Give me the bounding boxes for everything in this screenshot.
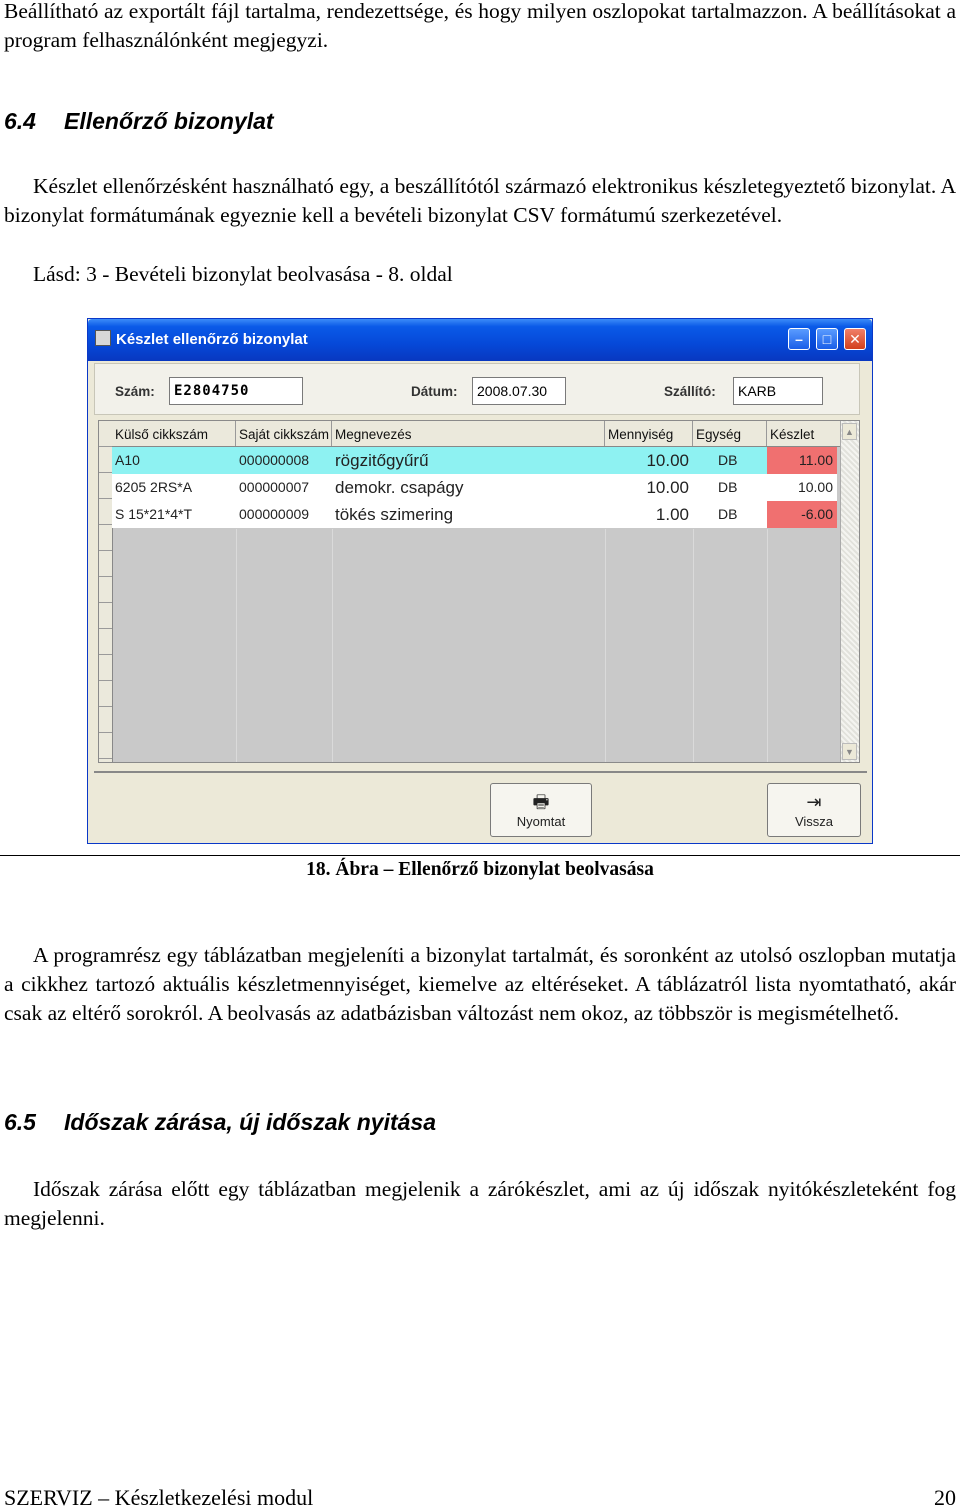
- exit-door-icon: ⇥: [806, 792, 822, 812]
- cell-stock-diff: -6.00: [767, 501, 837, 528]
- cell-own-code: 000000008: [236, 447, 332, 474]
- vertical-scrollbar[interactable]: [840, 421, 859, 762]
- maximize-icon[interactable]: □: [816, 328, 838, 350]
- section-heading-6-5: [4, 1109, 436, 1136]
- col-name[interactable]: Megnevezés: [332, 421, 605, 446]
- section-number: 6.4: [4, 108, 36, 134]
- section-paragraph: Készlet ellenőrzésként használható egy, a beszállítótól származó elektronikus készletegyeztető bizonylat. A bizonylat formátumának egyeznie kell a bevételi bizonylat CSV formátumú szerkezetével.: [4, 174, 956, 227]
- printer-icon: 🖶: [532, 792, 550, 812]
- closing-paragraph: Időszak zárása előtt egy táblázatban megjelenik a zárókészlet, ami az új időszak nyitókészleteként fog megjelenni.: [4, 1177, 956, 1230]
- title-bar[interactable]: [88, 319, 872, 361]
- supplier-label: Szállító:: [664, 384, 716, 399]
- app-icon: [95, 330, 111, 346]
- scroll-down-icon[interactable]: ▼: [842, 743, 857, 760]
- cell-quantity: 10.00: [605, 474, 693, 501]
- table-row[interactable]: [112, 447, 842, 474]
- cell-external-code: A10: [112, 447, 236, 474]
- back-label: Vissza: [794, 814, 834, 829]
- items-table[interactable]: [98, 420, 860, 763]
- col-unit[interactable]: Egység: [693, 421, 767, 446]
- reference-line: Lásd: 3 - Bevételi bizonylat beolvasása - 8. oldal: [33, 262, 453, 286]
- section-heading-6-4: [4, 108, 274, 135]
- col-stock[interactable]: Készlet: [767, 421, 842, 446]
- cell-quantity: 1.00: [605, 501, 693, 528]
- intro-paragraph: Beállítható az exportált fájl tartalma, rendezettsége, és hogy milyen oszlopokat tartalmazzon. A beállításokat a program felhasználónként megjegyzi.: [4, 0, 956, 52]
- cell-own-code: 000000007: [236, 474, 332, 501]
- cell-external-code: 6205 2RS*A: [112, 474, 236, 501]
- description-paragraph: A programrész egy táblázatban megjeleníti a bizonylat tartalmát, és soronként az utolsó oszlopban mutatja a cikkhez tartozó aktuális készletmennyiséget, kiemelve az eltéréseket. A táblázatról lista nyomtatható, akár csak az eltérő sorokról. A beolvasás az adatbázisban változást nem okoz, az többször is megismételhető.: [4, 943, 956, 1025]
- col-quantity[interactable]: Mennyiség: [605, 421, 693, 446]
- print-button[interactable]: [490, 783, 592, 837]
- cell-unit: DB: [693, 501, 767, 528]
- supplier-field[interactable]: KARB: [733, 377, 823, 405]
- grid-line: [236, 529, 237, 762]
- date-field[interactable]: 2008.07.30: [472, 377, 566, 405]
- back-button[interactable]: [767, 783, 861, 837]
- cell-external-code: S 15*21*4*T: [112, 501, 236, 528]
- number-field[interactable]: E2804750: [169, 377, 303, 405]
- page-number: 20: [934, 1485, 956, 1510]
- grid-line: [693, 529, 694, 762]
- cell-own-code: 000000009: [236, 501, 332, 528]
- section-title: Időszak zárása, új időszak nyitása: [64, 1109, 436, 1135]
- date-label: Dátum:: [411, 384, 458, 399]
- section-number: 6.5: [4, 1109, 36, 1135]
- table-header: [112, 421, 842, 447]
- scroll-up-icon[interactable]: ▲: [842, 423, 857, 440]
- cell-name: tökés szimering: [332, 501, 605, 528]
- minimize-icon[interactable]: –: [788, 328, 810, 350]
- page-footer-title: SZERVIZ – Készletkezelési modul: [4, 1485, 314, 1510]
- cell-name: rögzitőgyűrű: [332, 447, 605, 474]
- col-own-code[interactable]: Saját cikkszám: [236, 421, 332, 446]
- stock-check-window: [87, 318, 873, 844]
- cell-unit: DB: [693, 474, 767, 501]
- grid-line: [332, 529, 333, 762]
- cell-stock-diff: 11.00: [767, 447, 837, 474]
- window-title: Készlet ellenőrző bizonylat: [116, 331, 308, 348]
- figure-caption: 18. Ábra – Ellenőrző bizonylat beolvasása: [306, 859, 654, 880]
- cell-stock: 10.00: [767, 474, 837, 501]
- col-external-code[interactable]: Külső cikkszám: [112, 421, 236, 446]
- cell-quantity: 10.00: [605, 447, 693, 474]
- cell-unit: DB: [693, 447, 767, 474]
- caption-rule: [0, 855, 960, 856]
- close-icon[interactable]: ✕: [844, 328, 866, 350]
- print-label: Nyomtat: [516, 814, 566, 829]
- number-label: Szám:: [115, 384, 155, 399]
- table-row[interactable]: [112, 501, 842, 528]
- button-bar: [94, 771, 867, 839]
- cell-name: demokr. csapágy: [332, 474, 605, 501]
- row-indicator-column: [99, 421, 113, 762]
- grid-line: [767, 529, 768, 762]
- section-title: Ellenőrző bizonylat: [64, 108, 274, 134]
- grid-line: [605, 529, 606, 762]
- document-header: [94, 363, 860, 415]
- table-row[interactable]: [112, 474, 842, 501]
